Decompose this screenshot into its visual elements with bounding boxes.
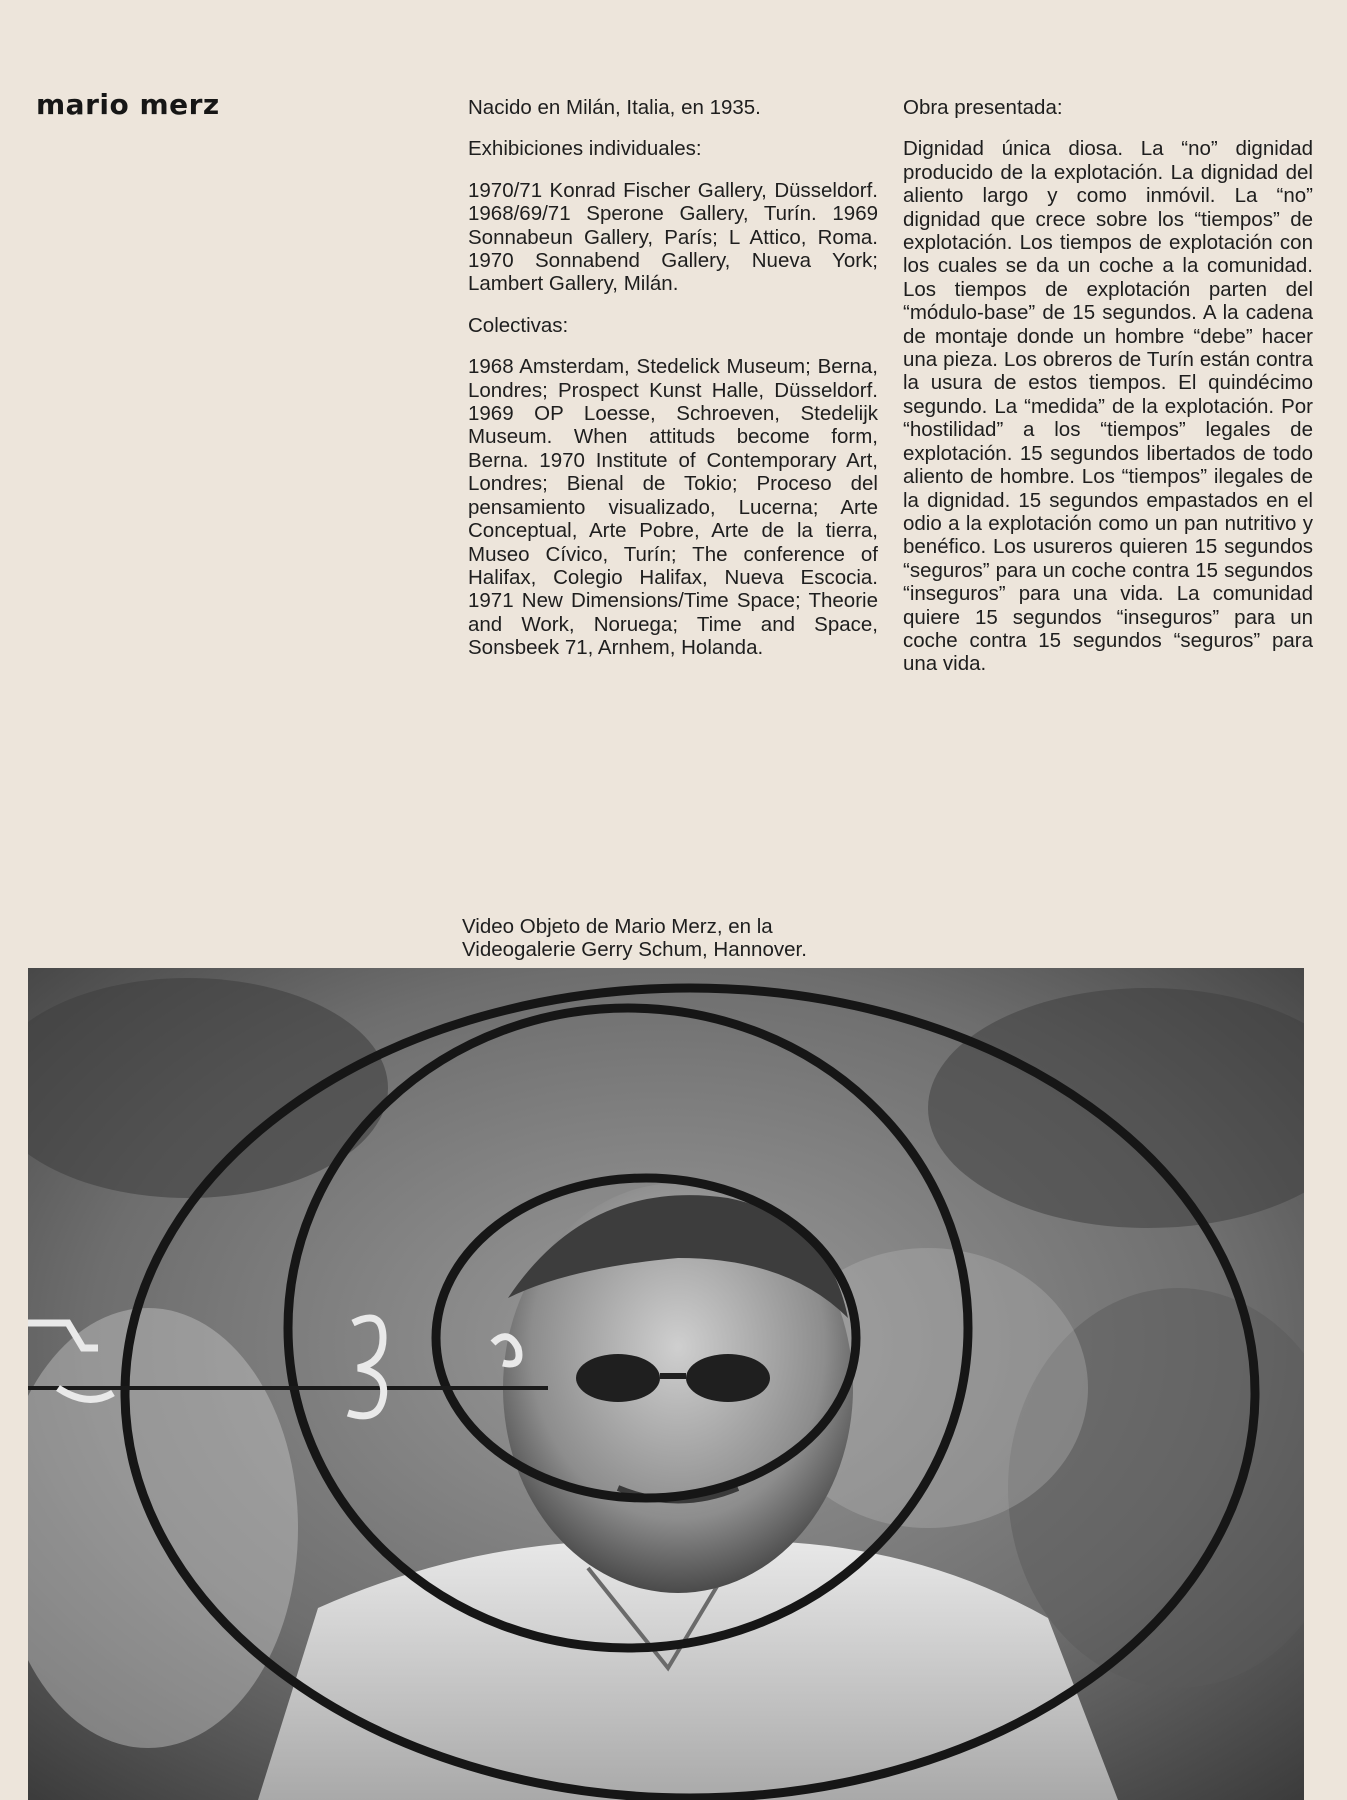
artist-photo [28, 968, 1304, 1800]
photo-caption: Video Objeto de Mario Merz, en la Videogalerie Gerry Schum, Hannover. [462, 914, 807, 961]
solo-exhibitions-text: 1970/71 Konrad Fischer Gallery, Düsseldorf. 1968/69/71 Sperone Gallery, Turín. 1969 Sonnabeun Gallery, París; L Attico, Roma. 1970 Sonnabend Gallery, Nueva York; Lambert Gallery, Milán. [468, 178, 878, 296]
artist-photo-spiral-icon [28, 968, 1304, 1800]
artwork-column [903, 96, 1313, 676]
artwork-heading: Obra presentada: [903, 96, 1063, 119]
birth-info: Nacido en Milán, Italia, en 1935. [468, 96, 761, 119]
biography-column [468, 96, 878, 660]
group-exhibitions-heading: Colectivas: [468, 313, 569, 337]
solo-exhibitions-heading: Exhibiciones individuales: [468, 137, 702, 161]
artwork-text: Dignidad única diosa. La “no” dignidad producido de la explotación. La dignidad del aliento largo y como inmóvil. La “no” dignidad que crece sobre los “tiempos” de explotación. Los tiempos de explotación con los cuales se da un coche a la comunidad. Los tiempos de explotación parten del “módulo-base” de 15 segundos. A la cadena de montaje donde un hombre “debe” hacer una pieza. Los obreros de Turín están contra la usura de estos tiempos. El quindécimo segundo. La “medida” de la explotación. Por “hostilidad” a los “tiempos” legales de explotación. 15 segundos libertados de todo aliento de hombre. Los “tiempos” ilegales de la dignidad. 15 segundos empastados en el odio a la explotación como un pan nutritivo y benéfico. Los usureros quieren 15 segundos “seguros” para un coche contra 15 segundos “inseguros” para una vida. La comunidad quiere 15 segundos “inseguros” para un coche contra 15 segundos “seguros” para una vida. [903, 137, 1313, 676]
artist-name: mario merz [36, 88, 220, 121]
group-exhibitions-text: 1968 Amsterdam, Stedelick Museum; Berna, Londres; Prospect Kunst Halle, Düsseldorf. 1969 OP Loesse, Schroeven, Stedelijk Museum. When attituds become form, Berna. 1970 Institute of Contemporary Art, Londres; Bienal de Tokio; Proceso del pensamiento visualizado, Lucerna; Arte Conceptual, Arte Pobre, Arte de la tierra, Museo Cívico, Turín; The conference of Halifax, Colegio Halifax, Nueva Escocia. 1971 New Dimensions/Time Space; Theorie and Work, Noruega; Time and Space, Sonsbeek 71, Arnhem, Holanda. [468, 355, 878, 660]
